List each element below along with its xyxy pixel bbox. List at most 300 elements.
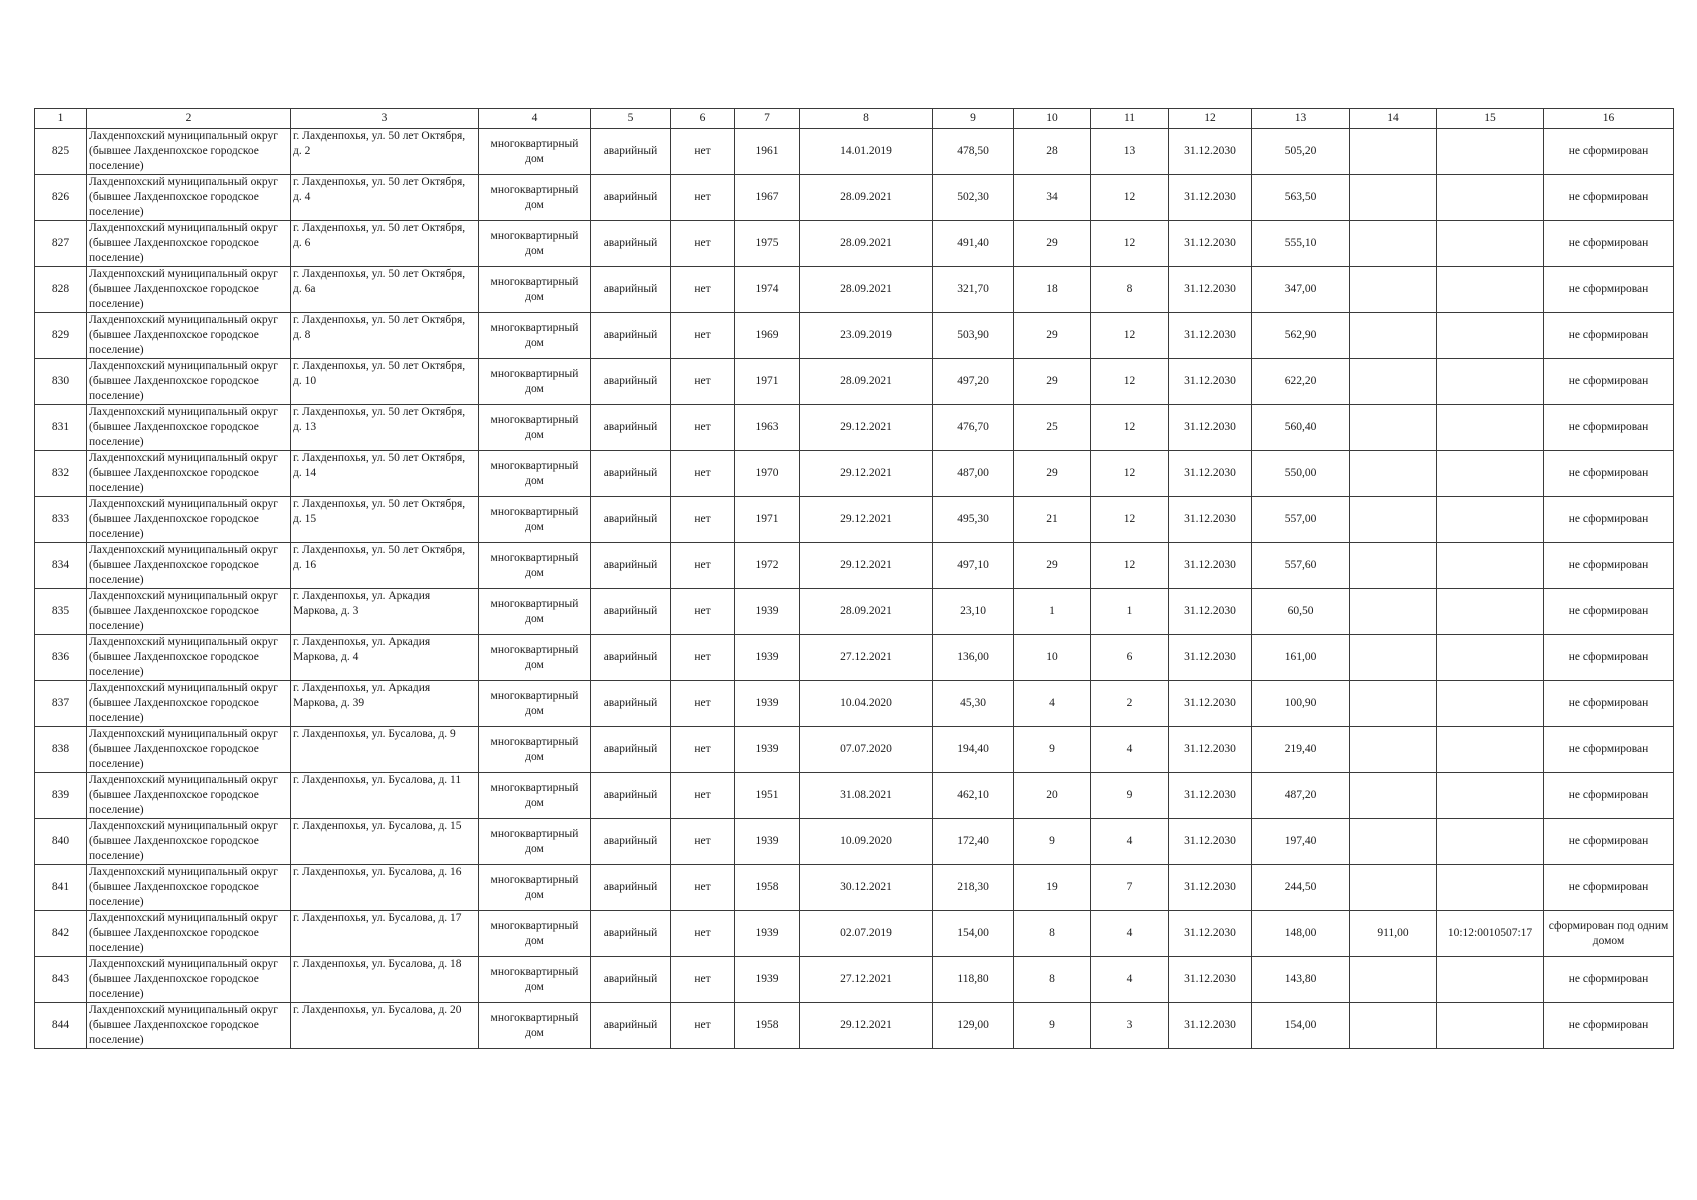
land-area-cell bbox=[1350, 129, 1437, 175]
cadastral-number-cell bbox=[1437, 957, 1544, 1003]
building-type-cell: многоквартирный дом bbox=[479, 819, 591, 865]
table-row bbox=[35, 589, 1674, 635]
address-cell: г. Лахденпохья, ул. 50 лет Октября, д. 4 bbox=[291, 175, 479, 221]
land-area-cell bbox=[1350, 819, 1437, 865]
year-cell: 1951 bbox=[735, 773, 800, 819]
table-row bbox=[35, 681, 1674, 727]
address-cell: г. Лахденпохья, ул. 50 лет Октября, д. 13 bbox=[291, 405, 479, 451]
apartments-cell: 7 bbox=[1091, 865, 1169, 911]
building-type-cell: многоквартирный дом bbox=[479, 313, 591, 359]
year-cell: 1975 bbox=[735, 221, 800, 267]
apartments-cell: 1 bbox=[1091, 589, 1169, 635]
table-row bbox=[35, 497, 1674, 543]
table-row bbox=[35, 1003, 1674, 1049]
column-header-2: 2 bbox=[87, 109, 291, 129]
residents-cell: 29 bbox=[1014, 313, 1091, 359]
row-number: 827 bbox=[35, 221, 87, 267]
area-cell: 491,40 bbox=[933, 221, 1014, 267]
table-row bbox=[35, 819, 1674, 865]
column-header-3: 3 bbox=[291, 109, 479, 129]
municipality-cell: Лахденпохский муниципальный округ (бывшее Лахденпохское городское поселение) bbox=[87, 865, 291, 911]
apartments-cell: 4 bbox=[1091, 911, 1169, 957]
cadastral-number-cell bbox=[1437, 221, 1544, 267]
col6-cell: нет bbox=[671, 911, 735, 957]
registry-table bbox=[34, 108, 1674, 1049]
condition-cell: аварийный bbox=[591, 865, 671, 911]
municipality-cell: Лахденпохский муниципальный округ (бывшее Лахденпохское городское поселение) bbox=[87, 543, 291, 589]
condition-cell: аварийный bbox=[591, 267, 671, 313]
col13-cell: 557,00 bbox=[1252, 497, 1350, 543]
area-cell: 321,70 bbox=[933, 267, 1014, 313]
date-cell: 28.09.2021 bbox=[800, 359, 933, 405]
col13-cell: 60,50 bbox=[1252, 589, 1350, 635]
apartments-cell: 9 bbox=[1091, 773, 1169, 819]
col6-cell: нет bbox=[671, 589, 735, 635]
table-body bbox=[35, 129, 1674, 1049]
table-row bbox=[35, 405, 1674, 451]
residents-cell: 9 bbox=[1014, 727, 1091, 773]
land-area-cell bbox=[1350, 773, 1437, 819]
date-cell: 07.07.2020 bbox=[800, 727, 933, 773]
cadastral-number-cell bbox=[1437, 175, 1544, 221]
land-status-cell: не сформирован bbox=[1544, 773, 1674, 819]
apartments-cell: 3 bbox=[1091, 1003, 1169, 1049]
apartments-cell: 12 bbox=[1091, 175, 1169, 221]
condition-cell: аварийный bbox=[591, 221, 671, 267]
year-cell: 1939 bbox=[735, 681, 800, 727]
deadline-cell: 31.12.2030 bbox=[1169, 221, 1252, 267]
registry-sheet bbox=[34, 108, 1669, 1049]
column-header-5: 5 bbox=[591, 109, 671, 129]
condition-cell: аварийный bbox=[591, 543, 671, 589]
area-cell: 503,90 bbox=[933, 313, 1014, 359]
row-number: 837 bbox=[35, 681, 87, 727]
building-type-cell: многоквартирный дом bbox=[479, 175, 591, 221]
land-area-cell bbox=[1350, 405, 1437, 451]
land-area-cell bbox=[1350, 221, 1437, 267]
cadastral-number-cell bbox=[1437, 359, 1544, 405]
address-cell: г. Лахденпохья, ул. Бусалова, д. 17 bbox=[291, 911, 479, 957]
municipality-cell: Лахденпохский муниципальный округ (бывшее Лахденпохское городское поселение) bbox=[87, 175, 291, 221]
condition-cell: аварийный bbox=[591, 773, 671, 819]
residents-cell: 9 bbox=[1014, 1003, 1091, 1049]
cadastral-number-cell bbox=[1437, 819, 1544, 865]
table-row bbox=[35, 267, 1674, 313]
area-cell: 118,80 bbox=[933, 957, 1014, 1003]
deadline-cell: 31.12.2030 bbox=[1169, 405, 1252, 451]
deadline-cell: 31.12.2030 bbox=[1169, 819, 1252, 865]
year-cell: 1939 bbox=[735, 727, 800, 773]
address-cell: г. Лахденпохья, ул. Аркадия Маркова, д. 39 bbox=[291, 681, 479, 727]
deadline-cell: 31.12.2030 bbox=[1169, 313, 1252, 359]
municipality-cell: Лахденпохский муниципальный округ (бывшее Лахденпохское городское поселение) bbox=[87, 727, 291, 773]
col6-cell: нет bbox=[671, 313, 735, 359]
header-row bbox=[35, 109, 1674, 129]
municipality-cell: Лахденпохский муниципальный округ (бывшее Лахденпохское городское поселение) bbox=[87, 221, 291, 267]
address-cell: г. Лахденпохья, ул. Бусалова, д. 20 bbox=[291, 1003, 479, 1049]
land-status-cell: сформирован под одним домом bbox=[1544, 911, 1674, 957]
col6-cell: нет bbox=[671, 175, 735, 221]
deadline-cell: 31.12.2030 bbox=[1169, 543, 1252, 589]
column-header-10: 10 bbox=[1014, 109, 1091, 129]
building-type-cell: многоквартирный дом bbox=[479, 589, 591, 635]
cadastral-number-cell bbox=[1437, 773, 1544, 819]
land-status-cell: не сформирован bbox=[1544, 635, 1674, 681]
residents-cell: 29 bbox=[1014, 451, 1091, 497]
land-area-cell: 911,00 bbox=[1350, 911, 1437, 957]
deadline-cell: 31.12.2030 bbox=[1169, 681, 1252, 727]
column-header-16: 16 bbox=[1544, 109, 1674, 129]
column-header-12: 12 bbox=[1169, 109, 1252, 129]
address-cell: г. Лахденпохья, ул. 50 лет Октября, д. 16 bbox=[291, 543, 479, 589]
table-row bbox=[35, 635, 1674, 681]
date-cell: 14.01.2019 bbox=[800, 129, 933, 175]
address-cell: г. Лахденпохья, ул. 50 лет Октября, д. 6 bbox=[291, 221, 479, 267]
col13-cell: 505,20 bbox=[1252, 129, 1350, 175]
residents-cell: 29 bbox=[1014, 543, 1091, 589]
column-header-9: 9 bbox=[933, 109, 1014, 129]
residents-cell: 25 bbox=[1014, 405, 1091, 451]
apartments-cell: 4 bbox=[1091, 957, 1169, 1003]
area-cell: 462,10 bbox=[933, 773, 1014, 819]
address-cell: г. Лахденпохья, ул. 50 лет Октября, д. 14 bbox=[291, 451, 479, 497]
address-cell: г. Лахденпохья, ул. Бусалова, д. 9 bbox=[291, 727, 479, 773]
building-type-cell: многоквартирный дом bbox=[479, 267, 591, 313]
table-row bbox=[35, 313, 1674, 359]
municipality-cell: Лахденпохский муниципальный округ (бывшее Лахденпохское городское поселение) bbox=[87, 1003, 291, 1049]
condition-cell: аварийный bbox=[591, 497, 671, 543]
cadastral-number-cell bbox=[1437, 451, 1544, 497]
area-cell: 487,00 bbox=[933, 451, 1014, 497]
col13-cell: 557,60 bbox=[1252, 543, 1350, 589]
residents-cell: 8 bbox=[1014, 911, 1091, 957]
date-cell: 28.09.2021 bbox=[800, 267, 933, 313]
residents-cell: 9 bbox=[1014, 819, 1091, 865]
column-header-13: 13 bbox=[1252, 109, 1350, 129]
table-row bbox=[35, 359, 1674, 405]
date-cell: 28.09.2021 bbox=[800, 221, 933, 267]
col13-cell: 100,90 bbox=[1252, 681, 1350, 727]
address-cell: г. Лахденпохья, ул. Бусалова, д. 18 bbox=[291, 957, 479, 1003]
condition-cell: аварийный bbox=[591, 957, 671, 1003]
row-number: 832 bbox=[35, 451, 87, 497]
building-type-cell: многоквартирный дом bbox=[479, 865, 591, 911]
date-cell: 29.12.2021 bbox=[800, 405, 933, 451]
condition-cell: аварийный bbox=[591, 313, 671, 359]
row-number: 833 bbox=[35, 497, 87, 543]
deadline-cell: 31.12.2030 bbox=[1169, 359, 1252, 405]
table-row bbox=[35, 957, 1674, 1003]
col13-cell: 143,80 bbox=[1252, 957, 1350, 1003]
col6-cell: нет bbox=[671, 497, 735, 543]
col13-cell: 347,00 bbox=[1252, 267, 1350, 313]
residents-cell: 28 bbox=[1014, 129, 1091, 175]
deadline-cell: 31.12.2030 bbox=[1169, 635, 1252, 681]
col13-cell: 563,50 bbox=[1252, 175, 1350, 221]
building-type-cell: многоквартирный дом bbox=[479, 957, 591, 1003]
cadastral-number-cell: 10:12:0010507:17 bbox=[1437, 911, 1544, 957]
municipality-cell: Лахденпохский муниципальный округ (бывшее Лахденпохское городское поселение) bbox=[87, 129, 291, 175]
land-area-cell bbox=[1350, 359, 1437, 405]
land-area-cell bbox=[1350, 865, 1437, 911]
building-type-cell: многоквартирный дом bbox=[479, 359, 591, 405]
col13-cell: 550,00 bbox=[1252, 451, 1350, 497]
year-cell: 1971 bbox=[735, 359, 800, 405]
table-row bbox=[35, 773, 1674, 819]
col13-cell: 562,90 bbox=[1252, 313, 1350, 359]
land-status-cell: не сформирован bbox=[1544, 1003, 1674, 1049]
row-number: 838 bbox=[35, 727, 87, 773]
land-status-cell: не сформирован bbox=[1544, 221, 1674, 267]
condition-cell: аварийный bbox=[591, 589, 671, 635]
cadastral-number-cell bbox=[1437, 865, 1544, 911]
residents-cell: 19 bbox=[1014, 865, 1091, 911]
row-number: 829 bbox=[35, 313, 87, 359]
date-cell: 27.12.2021 bbox=[800, 957, 933, 1003]
address-cell: г. Лахденпохья, ул. 50 лет Октября, д. 8 bbox=[291, 313, 479, 359]
residents-cell: 29 bbox=[1014, 359, 1091, 405]
land-area-cell bbox=[1350, 497, 1437, 543]
column-header-7: 7 bbox=[735, 109, 800, 129]
deadline-cell: 31.12.2030 bbox=[1169, 129, 1252, 175]
table-row bbox=[35, 543, 1674, 589]
date-cell: 29.12.2021 bbox=[800, 451, 933, 497]
table-row bbox=[35, 175, 1674, 221]
col6-cell: нет bbox=[671, 221, 735, 267]
apartments-cell: 12 bbox=[1091, 313, 1169, 359]
address-cell: г. Лахденпохья, ул. Бусалова, д. 16 bbox=[291, 865, 479, 911]
area-cell: 154,00 bbox=[933, 911, 1014, 957]
column-header-8: 8 bbox=[800, 109, 933, 129]
col6-cell: нет bbox=[671, 773, 735, 819]
col6-cell: нет bbox=[671, 405, 735, 451]
municipality-cell: Лахденпохский муниципальный округ (бывшее Лахденпохское городское поселение) bbox=[87, 589, 291, 635]
col6-cell: нет bbox=[671, 727, 735, 773]
land-status-cell: не сформирован bbox=[1544, 497, 1674, 543]
col6-cell: нет bbox=[671, 681, 735, 727]
residents-cell: 10 bbox=[1014, 635, 1091, 681]
area-cell: 218,30 bbox=[933, 865, 1014, 911]
deadline-cell: 31.12.2030 bbox=[1169, 957, 1252, 1003]
row-number: 842 bbox=[35, 911, 87, 957]
column-header-15: 15 bbox=[1437, 109, 1544, 129]
area-cell: 497,20 bbox=[933, 359, 1014, 405]
year-cell: 1939 bbox=[735, 957, 800, 1003]
year-cell: 1972 bbox=[735, 543, 800, 589]
land-area-cell bbox=[1350, 175, 1437, 221]
date-cell: 23.09.2019 bbox=[800, 313, 933, 359]
land-status-cell: не сформирован bbox=[1544, 727, 1674, 773]
row-number: 835 bbox=[35, 589, 87, 635]
condition-cell: аварийный bbox=[591, 359, 671, 405]
apartments-cell: 12 bbox=[1091, 405, 1169, 451]
deadline-cell: 31.12.2030 bbox=[1169, 1003, 1252, 1049]
col6-cell: нет bbox=[671, 451, 735, 497]
area-cell: 497,10 bbox=[933, 543, 1014, 589]
land-status-cell: не сформирован bbox=[1544, 681, 1674, 727]
address-cell: г. Лахденпохья, ул. 50 лет Октября, д. 2 bbox=[291, 129, 479, 175]
col6-cell: нет bbox=[671, 819, 735, 865]
address-cell: г. Лахденпохья, ул. Аркадия Маркова, д. 4 bbox=[291, 635, 479, 681]
condition-cell: аварийный bbox=[591, 911, 671, 957]
residents-cell: 18 bbox=[1014, 267, 1091, 313]
row-number: 834 bbox=[35, 543, 87, 589]
deadline-cell: 31.12.2030 bbox=[1169, 497, 1252, 543]
row-number: 840 bbox=[35, 819, 87, 865]
year-cell: 1974 bbox=[735, 267, 800, 313]
apartments-cell: 12 bbox=[1091, 359, 1169, 405]
condition-cell: аварийный bbox=[591, 727, 671, 773]
col13-cell: 161,00 bbox=[1252, 635, 1350, 681]
land-area-cell bbox=[1350, 681, 1437, 727]
address-cell: г. Лахденпохья, ул. 50 лет Октября, д. 6а bbox=[291, 267, 479, 313]
land-status-cell: не сформирован bbox=[1544, 129, 1674, 175]
date-cell: 02.07.2019 bbox=[800, 911, 933, 957]
year-cell: 1961 bbox=[735, 129, 800, 175]
apartments-cell: 8 bbox=[1091, 267, 1169, 313]
land-status-cell: не сформирован bbox=[1544, 865, 1674, 911]
address-cell: г. Лахденпохья, ул. Аркадия Маркова, д. 3 bbox=[291, 589, 479, 635]
area-cell: 172,40 bbox=[933, 819, 1014, 865]
apartments-cell: 12 bbox=[1091, 451, 1169, 497]
col6-cell: нет bbox=[671, 359, 735, 405]
row-number: 843 bbox=[35, 957, 87, 1003]
land-area-cell bbox=[1350, 313, 1437, 359]
col6-cell: нет bbox=[671, 865, 735, 911]
building-type-cell: многоквартирный дом bbox=[479, 773, 591, 819]
building-type-cell: многоквартирный дом bbox=[479, 727, 591, 773]
column-header-14: 14 bbox=[1350, 109, 1437, 129]
residents-cell: 21 bbox=[1014, 497, 1091, 543]
building-type-cell: многоквартирный дом bbox=[479, 1003, 591, 1049]
municipality-cell: Лахденпохский муниципальный округ (бывшее Лахденпохское городское поселение) bbox=[87, 267, 291, 313]
col13-cell: 560,40 bbox=[1252, 405, 1350, 451]
address-cell: г. Лахденпохья, ул. 50 лет Октября, д. 10 bbox=[291, 359, 479, 405]
municipality-cell: Лахденпохский муниципальный округ (бывшее Лахденпохское городское поселение) bbox=[87, 451, 291, 497]
residents-cell: 8 bbox=[1014, 957, 1091, 1003]
residents-cell: 34 bbox=[1014, 175, 1091, 221]
date-cell: 28.09.2021 bbox=[800, 175, 933, 221]
land-area-cell bbox=[1350, 1003, 1437, 1049]
table-row bbox=[35, 865, 1674, 911]
deadline-cell: 31.12.2030 bbox=[1169, 865, 1252, 911]
row-number: 831 bbox=[35, 405, 87, 451]
year-cell: 1970 bbox=[735, 451, 800, 497]
land-status-cell: не сформирован bbox=[1544, 451, 1674, 497]
municipality-cell: Лахденпохский муниципальный округ (бывшее Лахденпохское городское поселение) bbox=[87, 957, 291, 1003]
cadastral-number-cell bbox=[1437, 727, 1544, 773]
deadline-cell: 31.12.2030 bbox=[1169, 773, 1252, 819]
condition-cell: аварийный bbox=[591, 819, 671, 865]
cadastral-number-cell bbox=[1437, 543, 1544, 589]
municipality-cell: Лахденпохский муниципальный округ (бывшее Лахденпохское городское поселение) bbox=[87, 313, 291, 359]
date-cell: 27.12.2021 bbox=[800, 635, 933, 681]
year-cell: 1969 bbox=[735, 313, 800, 359]
row-number: 830 bbox=[35, 359, 87, 405]
row-number: 839 bbox=[35, 773, 87, 819]
residents-cell: 4 bbox=[1014, 681, 1091, 727]
address-cell: г. Лахденпохья, ул. 50 лет Октября, д. 15 bbox=[291, 497, 479, 543]
col13-cell: 197,40 bbox=[1252, 819, 1350, 865]
municipality-cell: Лахденпохский муниципальный округ (бывшее Лахденпохское городское поселение) bbox=[87, 405, 291, 451]
land-status-cell: не сформирован bbox=[1544, 359, 1674, 405]
building-type-cell: многоквартирный дом bbox=[479, 497, 591, 543]
municipality-cell: Лахденпохский муниципальный округ (бывшее Лахденпохское городское поселение) bbox=[87, 819, 291, 865]
land-area-cell bbox=[1350, 727, 1437, 773]
building-type-cell: многоквартирный дом bbox=[479, 451, 591, 497]
land-status-cell: не сформирован bbox=[1544, 313, 1674, 359]
land-area-cell bbox=[1350, 589, 1437, 635]
year-cell: 1967 bbox=[735, 175, 800, 221]
condition-cell: аварийный bbox=[591, 635, 671, 681]
year-cell: 1939 bbox=[735, 911, 800, 957]
column-header-6: 6 bbox=[671, 109, 735, 129]
year-cell: 1939 bbox=[735, 589, 800, 635]
building-type-cell: многоквартирный дом bbox=[479, 405, 591, 451]
residents-cell: 29 bbox=[1014, 221, 1091, 267]
area-cell: 502,30 bbox=[933, 175, 1014, 221]
apartments-cell: 4 bbox=[1091, 727, 1169, 773]
municipality-cell: Лахденпохский муниципальный округ (бывшее Лахденпохское городское поселение) bbox=[87, 635, 291, 681]
row-number: 825 bbox=[35, 129, 87, 175]
land-status-cell: не сформирован bbox=[1544, 957, 1674, 1003]
condition-cell: аварийный bbox=[591, 129, 671, 175]
building-type-cell: многоквартирный дом bbox=[479, 635, 591, 681]
apartments-cell: 4 bbox=[1091, 819, 1169, 865]
land-area-cell bbox=[1350, 957, 1437, 1003]
land-status-cell: не сформирован bbox=[1544, 543, 1674, 589]
municipality-cell: Лахденпохский муниципальный округ (бывшее Лахденпохское городское поселение) bbox=[87, 773, 291, 819]
col13-cell: 154,00 bbox=[1252, 1003, 1350, 1049]
address-cell: г. Лахденпохья, ул. Бусалова, д. 15 bbox=[291, 819, 479, 865]
building-type-cell: многоквартирный дом bbox=[479, 129, 591, 175]
column-header-11: 11 bbox=[1091, 109, 1169, 129]
area-cell: 194,40 bbox=[933, 727, 1014, 773]
condition-cell: аварийный bbox=[591, 681, 671, 727]
building-type-cell: многоквартирный дом bbox=[479, 221, 591, 267]
col6-cell: нет bbox=[671, 1003, 735, 1049]
area-cell: 23,10 bbox=[933, 589, 1014, 635]
cadastral-number-cell bbox=[1437, 1003, 1544, 1049]
date-cell: 29.12.2021 bbox=[800, 497, 933, 543]
column-header-4: 4 bbox=[479, 109, 591, 129]
municipality-cell: Лахденпохский муниципальный округ (бывшее Лахденпохское городское поселение) bbox=[87, 681, 291, 727]
cadastral-number-cell bbox=[1437, 589, 1544, 635]
area-cell: 136,00 bbox=[933, 635, 1014, 681]
apartments-cell: 12 bbox=[1091, 543, 1169, 589]
table-row bbox=[35, 129, 1674, 175]
land-area-cell bbox=[1350, 635, 1437, 681]
area-cell: 478,50 bbox=[933, 129, 1014, 175]
condition-cell: аварийный bbox=[591, 405, 671, 451]
row-number: 844 bbox=[35, 1003, 87, 1049]
land-status-cell: не сформирован bbox=[1544, 267, 1674, 313]
apartments-cell: 13 bbox=[1091, 129, 1169, 175]
building-type-cell: многоквартирный дом bbox=[479, 681, 591, 727]
year-cell: 1939 bbox=[735, 635, 800, 681]
area-cell: 476,70 bbox=[933, 405, 1014, 451]
row-number: 841 bbox=[35, 865, 87, 911]
cadastral-number-cell bbox=[1437, 313, 1544, 359]
deadline-cell: 31.12.2030 bbox=[1169, 727, 1252, 773]
date-cell: 31.08.2021 bbox=[800, 773, 933, 819]
col13-cell: 487,20 bbox=[1252, 773, 1350, 819]
apartments-cell: 6 bbox=[1091, 635, 1169, 681]
cadastral-number-cell bbox=[1437, 129, 1544, 175]
land-status-cell: не сформирован bbox=[1544, 819, 1674, 865]
area-cell: 129,00 bbox=[933, 1003, 1014, 1049]
apartments-cell: 2 bbox=[1091, 681, 1169, 727]
